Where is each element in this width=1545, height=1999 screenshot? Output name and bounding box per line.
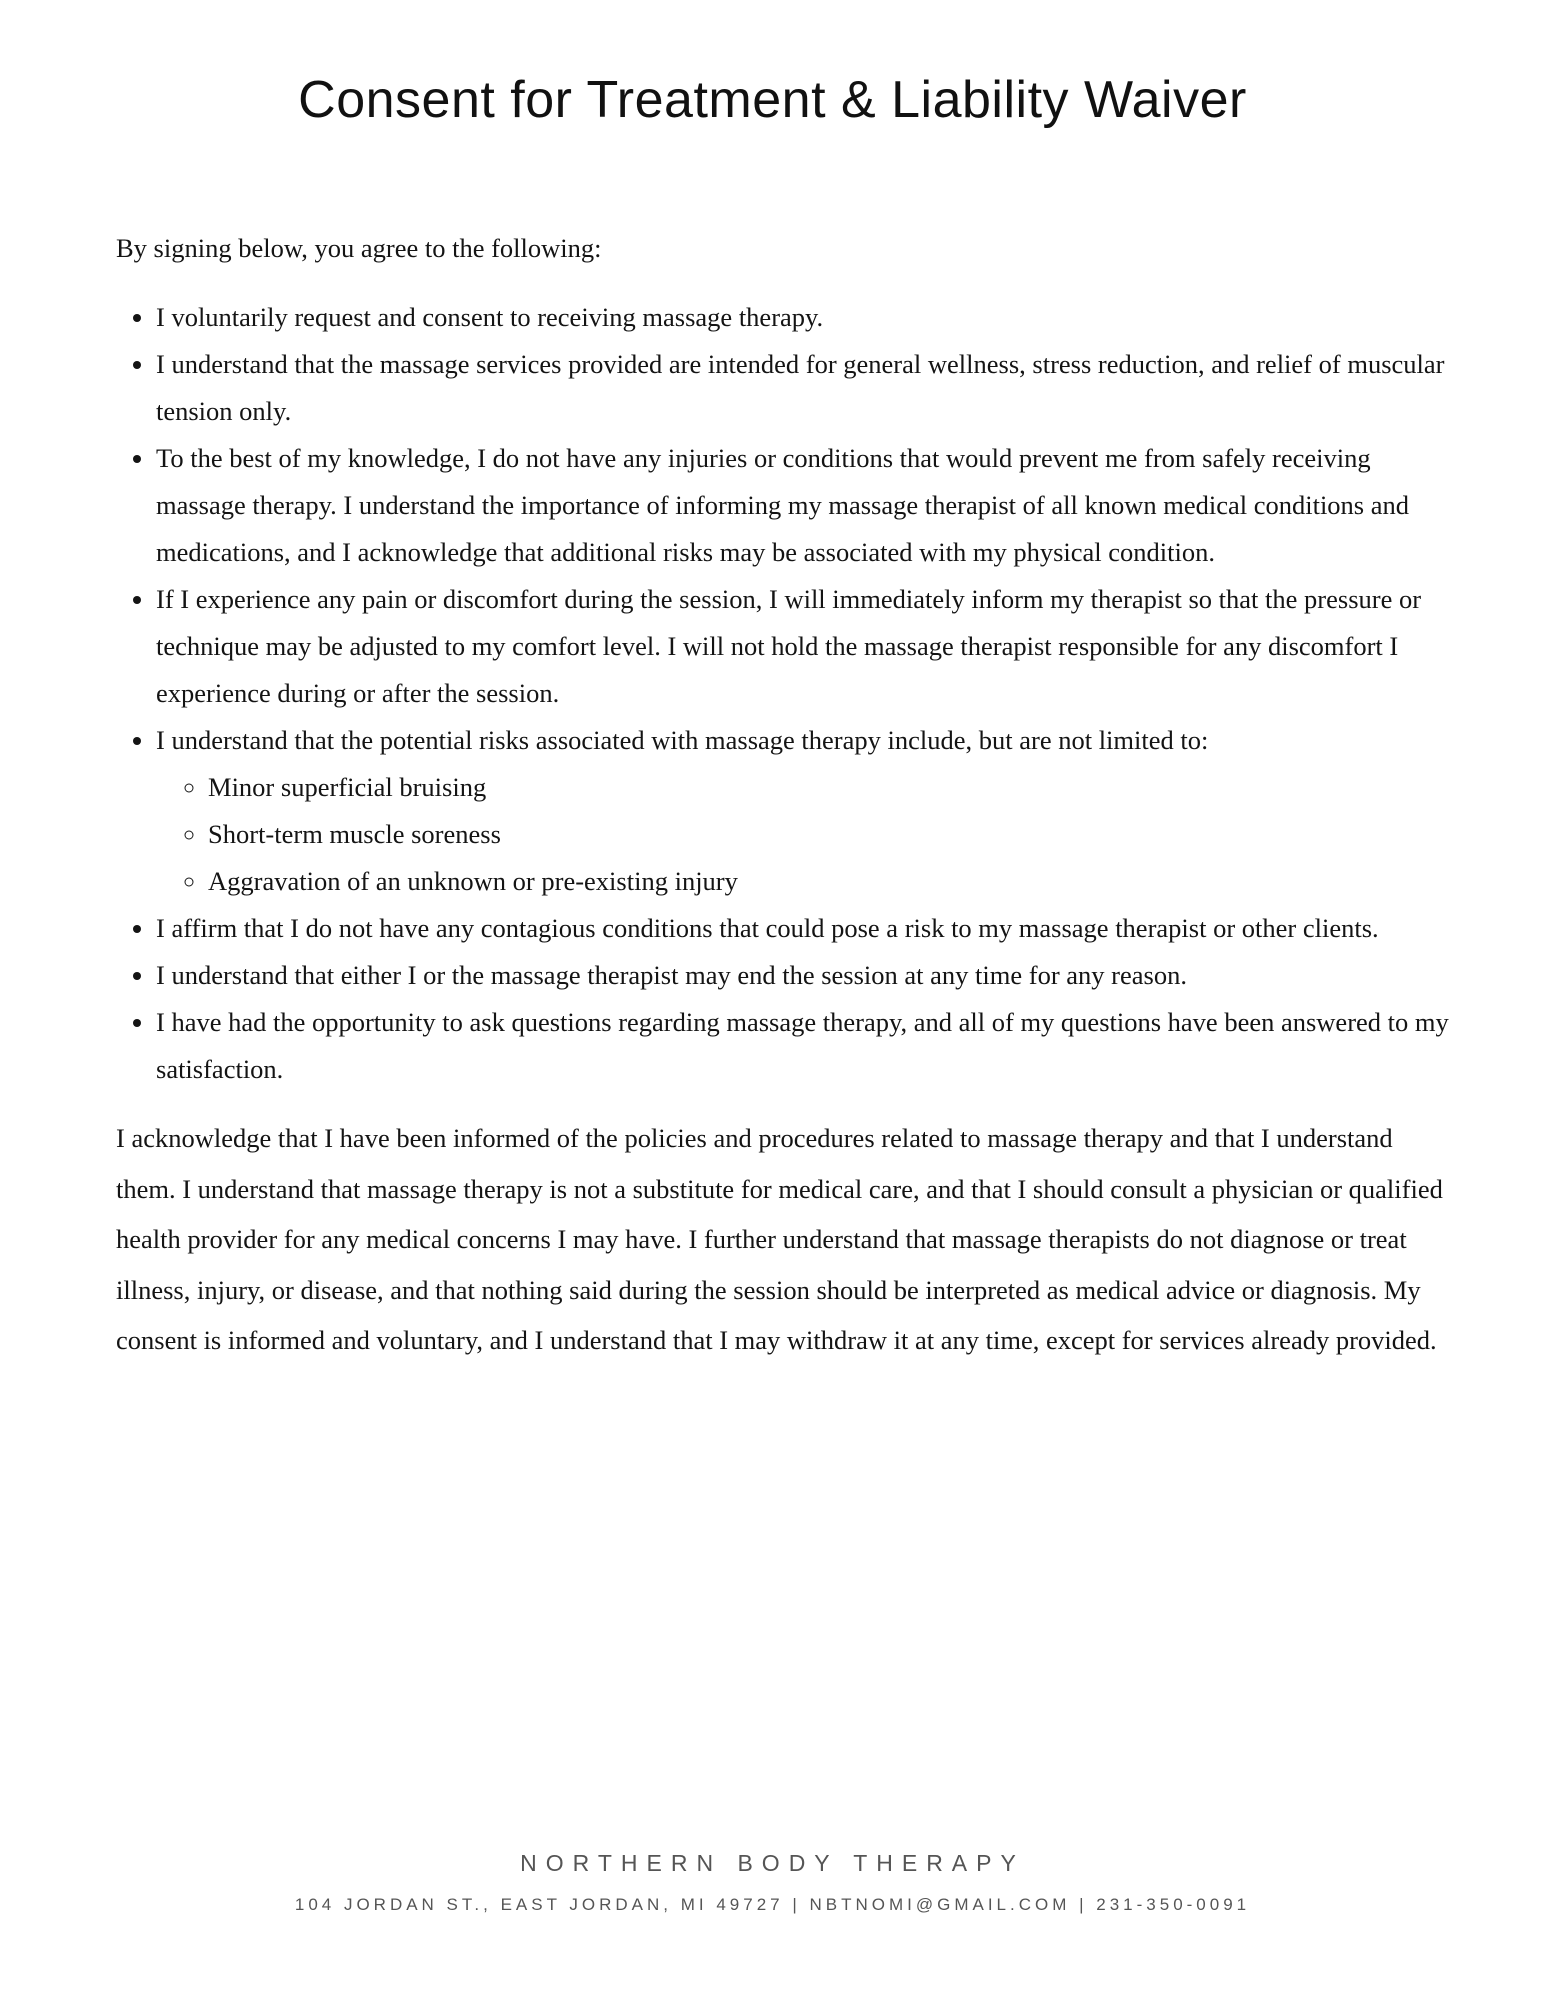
consent-item-risks: [156, 717, 1456, 905]
consent-item: • To the best of my knowledge, I do not have any injuries or conditions that would prevent me from safely receiving massage therapy. I understand the importance of informing my massage therapist of all known medical conditions and medications, and I acknowledge that additional risks may be associated with my physical condition.: [156, 435, 1456, 576]
consent-item: • I understand that either I or the massage therapist may end the session at any time for any reason.: [156, 952, 1456, 999]
risk-item: ◦ Aggravation of an unknown or pre-existing injury: [208, 858, 1456, 905]
closing-paragraph: I acknowledge that I have been informed of the policies and procedures related to massage therapy and that I understand them. I understand that massage therapy is not a substitute for medical care, and that I should consult a physician or qualified health provider for any medical concerns I may have. I further understand that massage therapists do not diagnose or treat illness, injury, or disease, and that nothing said during the session should be interpreted as medical advice or diagnosis. My consent is informed and voluntary, and I understand that I may withdraw it at any time, except for services already provided.: [116, 1123, 1443, 1355]
risks-list: [156, 764, 1456, 905]
risks-intro: I understand that the potential risks associated with massage therapy include, but are not limited to:: [156, 725, 1209, 755]
footer-contact-info: 104 JORDAN ST., EAST JORDAN, MI 49727 | NBTNOMI@GMAIL.COM | 231-350-0091: [294, 1895, 1251, 1914]
document-body: [116, 225, 1456, 1366]
intro-text: By signing below, you agree to the following:: [116, 233, 602, 263]
consent-item: • I understand that the massage services provided are intended for general wellness, stress reduction, and relief of muscular tension only.: [156, 341, 1456, 435]
consent-item: • I voluntarily request and consent to receiving massage therapy.: [156, 294, 1456, 341]
consent-item: • I affirm that I do not have any contagious conditions that could pose a risk to my massage therapist or other clients.: [156, 905, 1456, 952]
risk-item: ◦ Minor superficial bruising: [208, 764, 1456, 811]
risk-item: ◦ Short-term muscle soreness: [208, 811, 1456, 858]
footer-business-name: NORTHERN BODY THERAPY: [520, 1850, 1025, 1876]
consent-list: [116, 294, 1456, 1093]
consent-item: • If I experience any pain or discomfort during the session, I will immediately inform my therapist so that the pressure or technique may be adjusted to my comfort level. I will not hold the massage therapist responsible for any discomfort I experience during or after the session.: [156, 576, 1456, 717]
page-title: Consent for Treatment & Liability Waiver: [298, 71, 1247, 129]
consent-item: • I have had the opportunity to ask questions regarding massage therapy, and all of my questions have been answered to my satisfaction.: [156, 999, 1456, 1093]
